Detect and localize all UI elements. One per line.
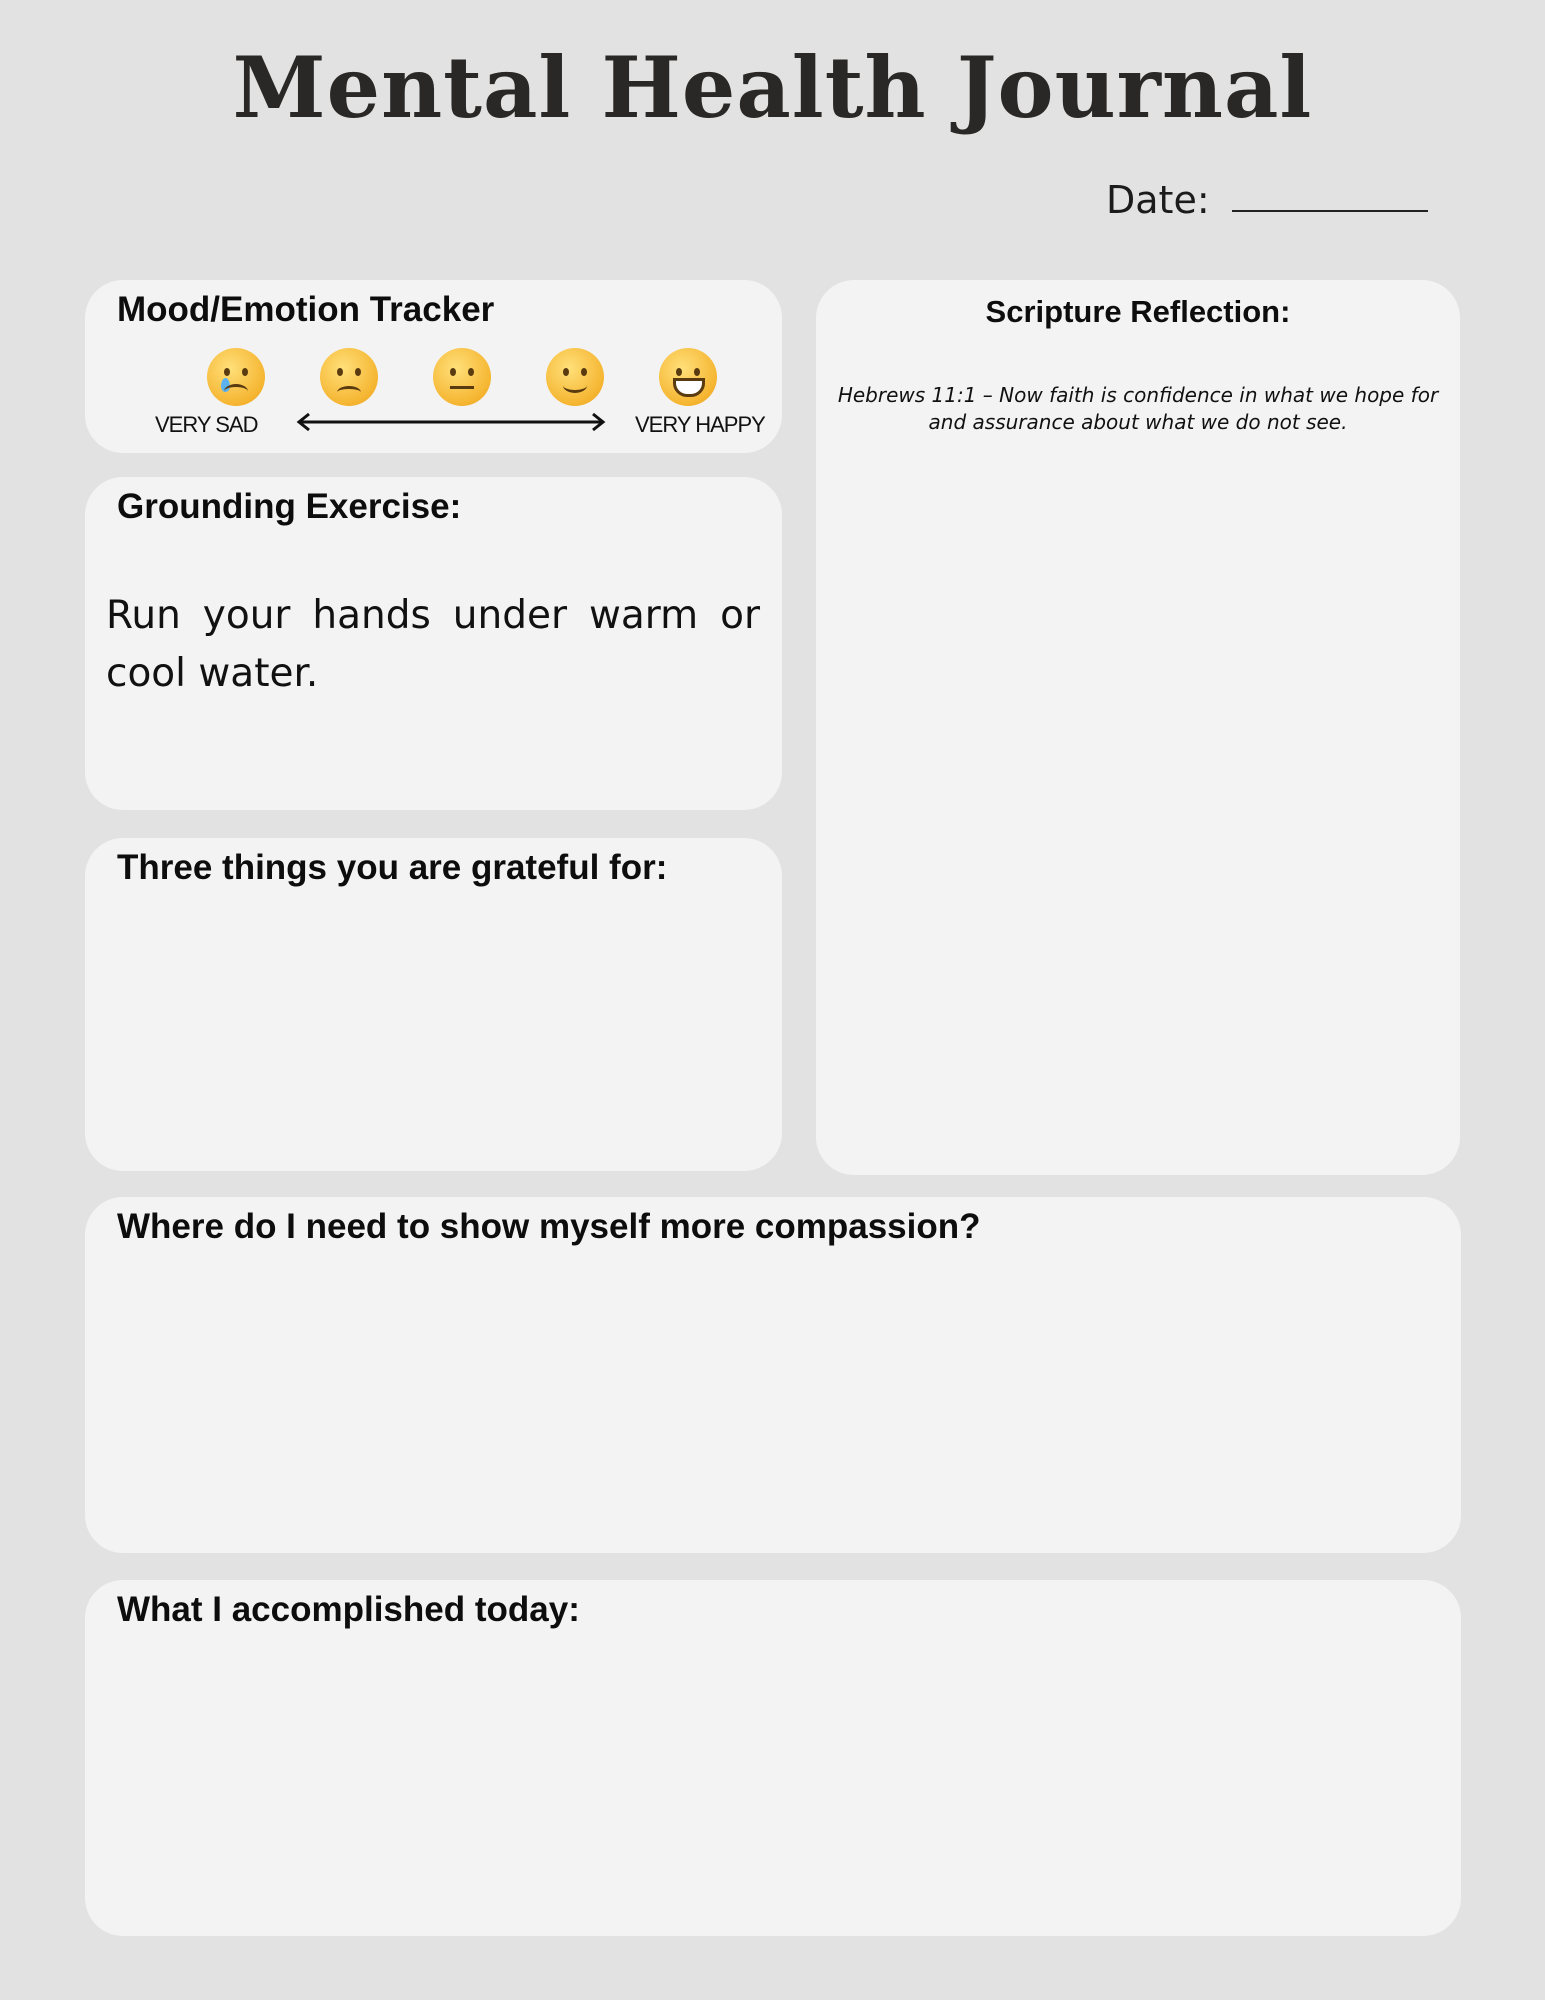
double-arrow-icon <box>295 410 607 434</box>
date-blank-line[interactable] <box>1232 208 1428 212</box>
mood-tracker-card <box>85 280 782 453</box>
grounding-exercise-text: Run your hands under warm or cool water. <box>106 593 760 696</box>
accomplished-heading: What I accomplished today: <box>117 1590 580 1629</box>
date-field <box>1106 178 1428 222</box>
scripture-reflection-heading: Scripture Reflection: <box>985 294 1291 329</box>
crying-face-icon[interactable] <box>207 348 265 406</box>
smiling-face-icon[interactable] <box>546 348 604 406</box>
grounding-exercise-heading: Grounding Exercise: <box>117 487 462 526</box>
date-label: Date: <box>1106 178 1210 222</box>
compassion-heading: Where do I need to show myself more compassion? <box>117 1207 981 1246</box>
scripture-reflection-card[interactable] <box>816 280 1460 1175</box>
accomplished-card[interactable] <box>85 1580 1461 1936</box>
compassion-card[interactable] <box>85 1197 1461 1553</box>
mood-emoji-row <box>207 348 717 406</box>
frowning-face-icon[interactable] <box>320 348 378 406</box>
mood-tracker-heading: Mood/Emotion Tracker <box>117 290 495 329</box>
scripture-verse: Hebrews 11:1 – Now faith is confidence in what we hope for and assurance about what we do not see. <box>837 383 1439 434</box>
scale-high-label: VERY HAPPY <box>635 412 765 437</box>
grounding-exercise-card <box>85 477 782 810</box>
scale-low-label: VERY SAD <box>155 412 258 437</box>
grateful-heading: Three things you are grateful for: <box>117 848 668 887</box>
grinning-face-icon[interactable] <box>659 348 717 406</box>
grateful-card[interactable] <box>85 838 782 1171</box>
neutral-face-icon[interactable] <box>433 348 491 406</box>
page-title: Mental Health Journal <box>232 38 1313 137</box>
